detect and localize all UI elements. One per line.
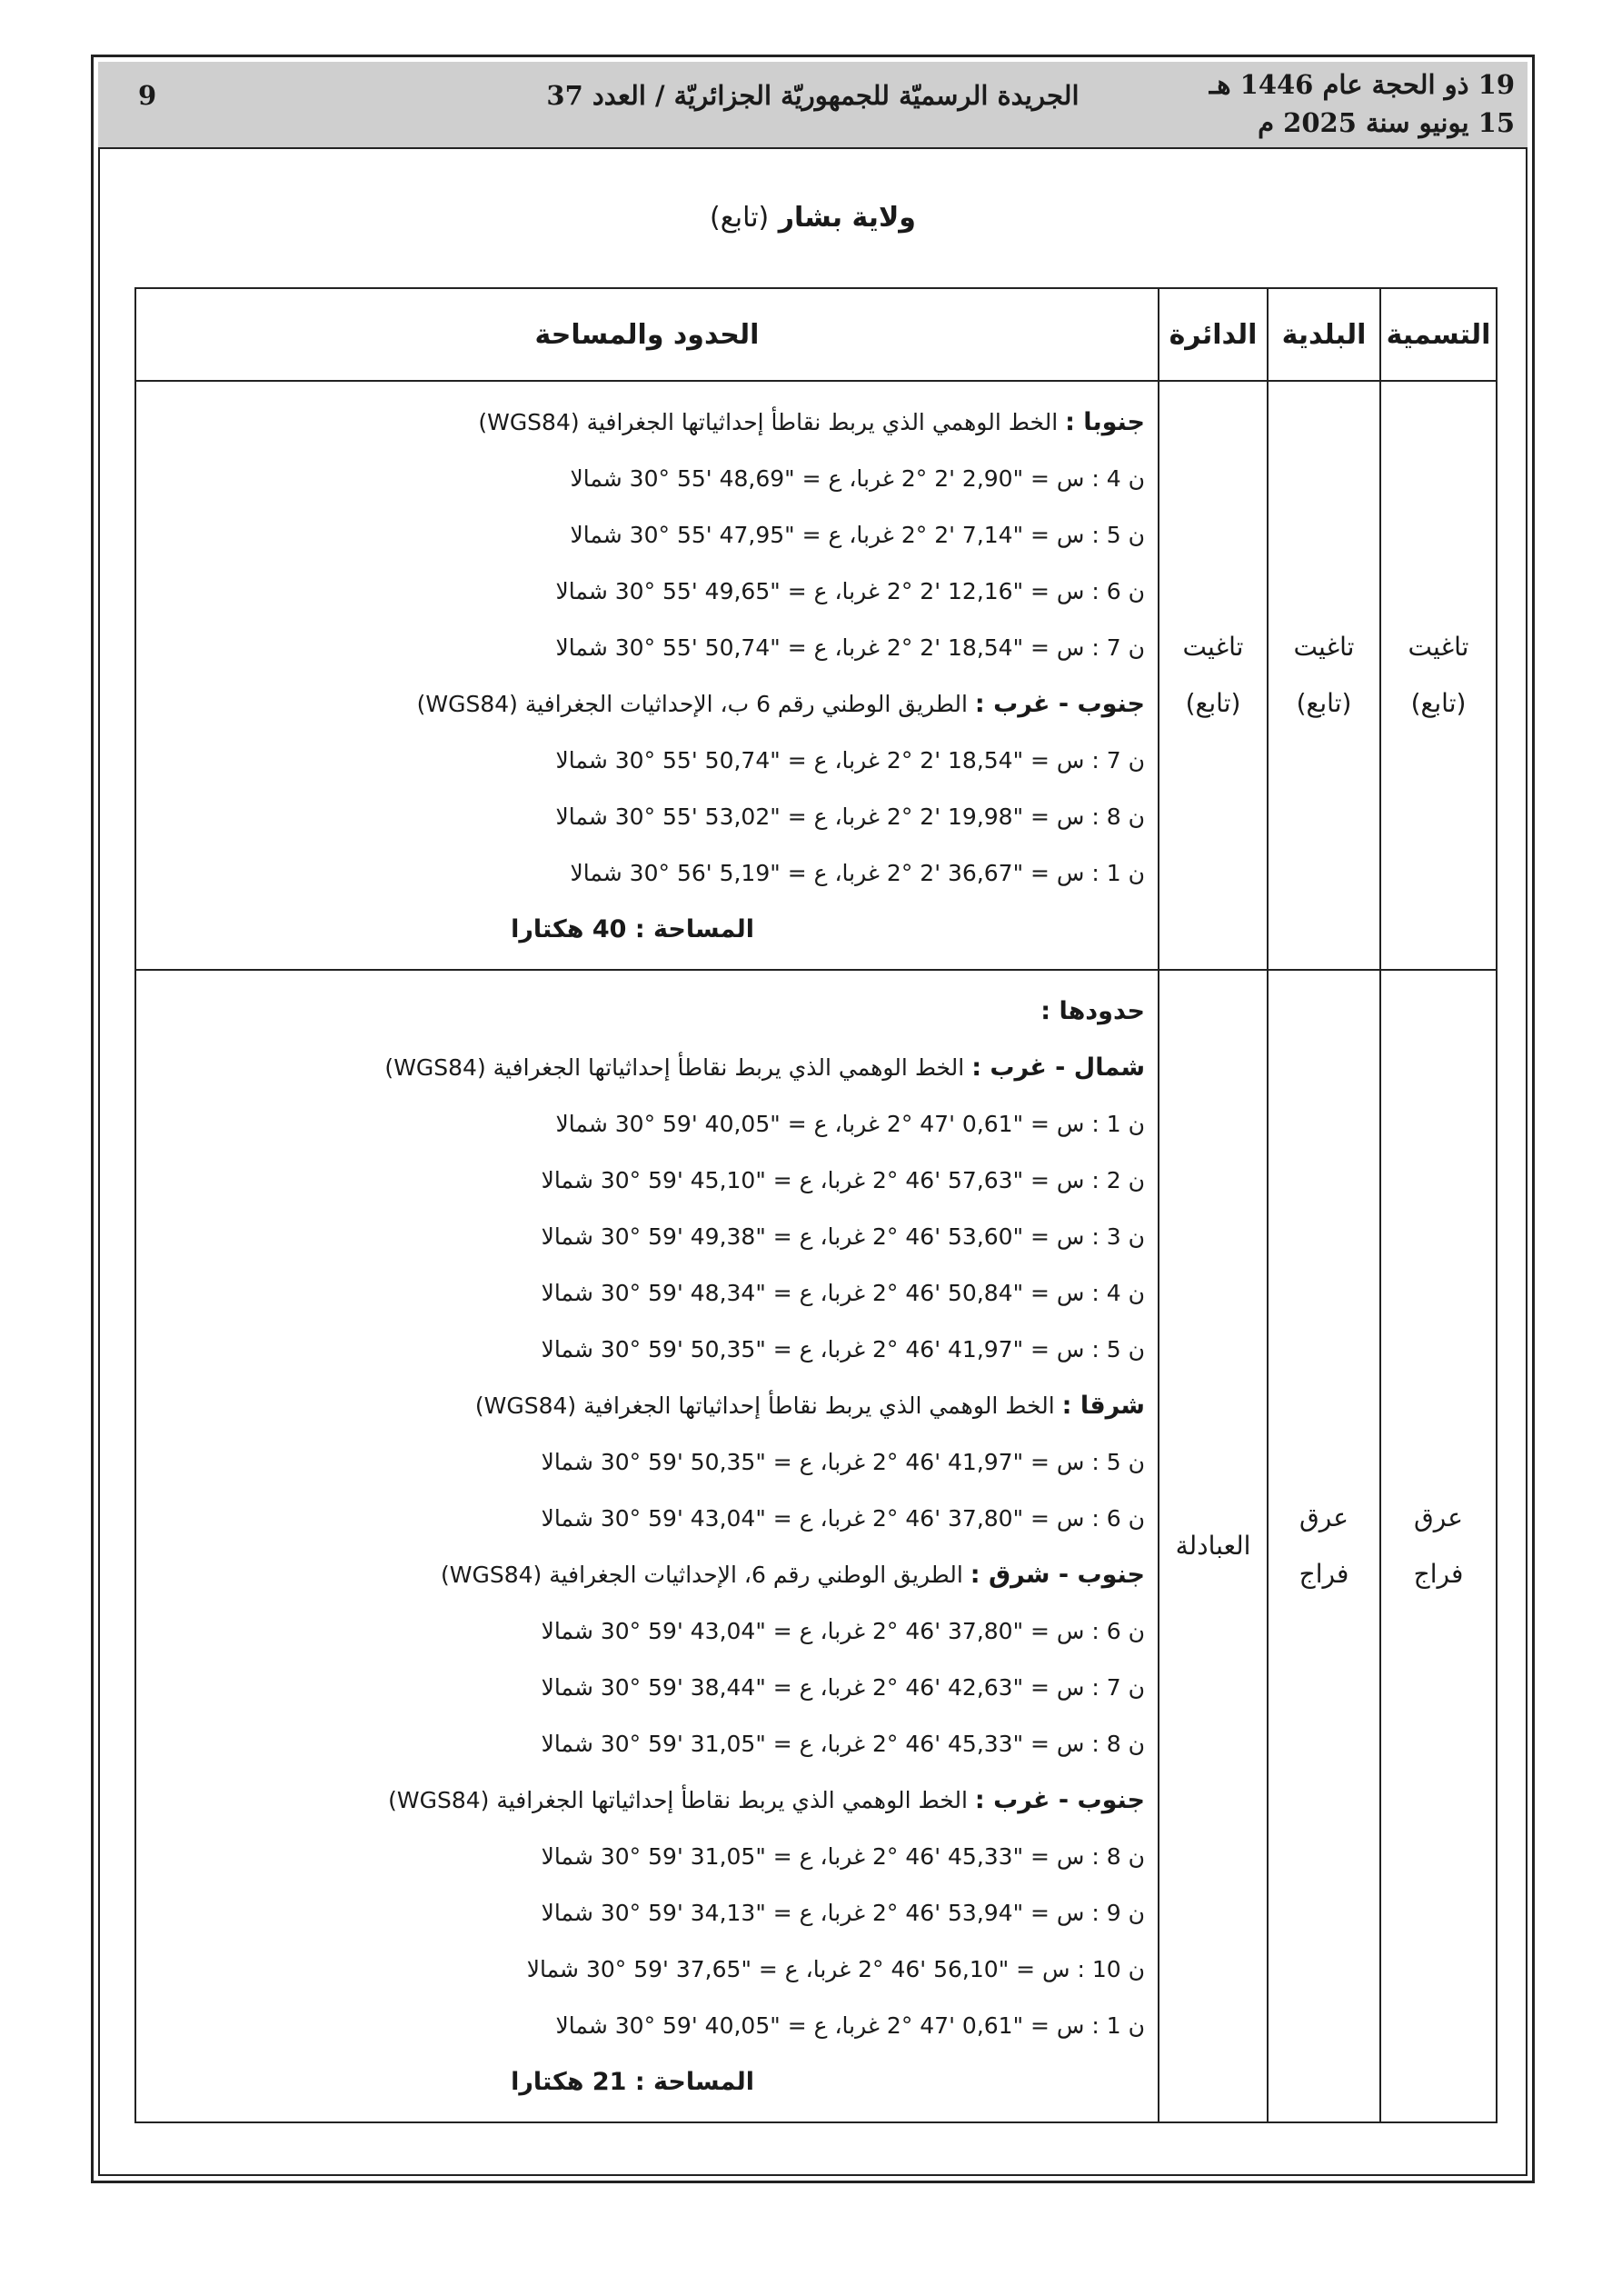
cell-baladiya-line: (تابع): [1296, 688, 1352, 718]
cell-bounds: [135, 970, 1159, 2122]
boundary-text: ن 10 : س = "56,10 '46 °2 غربا، ع = "37,65 '59 °30 شمالا: [526, 1956, 1145, 1982]
boundary-line: [149, 1153, 1145, 1209]
cell-name-line: (تابع): [1410, 688, 1467, 718]
cell-daira-line: (تابع): [1185, 688, 1241, 718]
boundary-line: [149, 733, 1145, 789]
boundary-text: ن 5 : س = "7,14 '2 °2 غربا، ع = "47,95 '55 °30 شمالا: [570, 522, 1145, 548]
boundary-line: [149, 620, 1145, 676]
boundary-line: [149, 1660, 1145, 1716]
boundary-text: ن 5 : س = "41,97 '46 °2 غربا، ع = "50,35 '59 °30 شمالا: [541, 1336, 1145, 1363]
boundary-text: ن 8 : س = "45,33 '46 °2 غربا، ع = "31,05 '59 °30 شمالا: [541, 1843, 1145, 1870]
boundary-line: [149, 1603, 1145, 1660]
cell-name: [1380, 970, 1497, 2122]
area-value: المساحة : 40 هكتارا: [511, 915, 754, 943]
header-name: التسمية: [1380, 288, 1497, 381]
boundary-text: ن 5 : س = "41,97 '46 °2 غربا، ع = "50,35 '59 °30 شمالا: [541, 1449, 1145, 1475]
boundary-text: ن 6 : س = "12,16 '2 °2 غربا، ع = "49,65 '55 °30 شمالا: [555, 578, 1145, 604]
boundary-text: ن 1 : س = "36,67 '2 °2 غربا، ع = "5,19 '56 °30 شمالا: [570, 860, 1145, 886]
cell-baladiya: [1268, 970, 1380, 2122]
boundary-text: ن 6 : س = "37,80 '46 °2 غربا، ع = "43,04 '59 °30 شمالا: [541, 1505, 1145, 1532]
boundary-text: ن 9 : س = "53,94 '46 °2 غربا، ع = "34,13 '59 °30 شمالا: [541, 1900, 1145, 1926]
cell-daira-line: العبادلة: [1175, 1531, 1251, 1561]
boundary-line: [149, 451, 1145, 507]
table-row: [135, 381, 1497, 970]
cell-name: [1380, 381, 1497, 970]
boundary-text: ن 2 : س = "57,63 '46 °2 غربا، ع = "45,10 '59 °30 شمالا: [541, 1167, 1145, 1193]
direction-label: شرقا :: [1061, 1392, 1145, 1420]
boundary-text: الطريق الوطني رقم 6، الإحداثيات الجغرافية (WGS84): [440, 1562, 970, 1588]
boundary-line: [149, 394, 1145, 451]
wilaya-continued-note: (تابع): [710, 202, 770, 234]
boundary-text: الخط الوهمي الذي يربط نقاطأ إحداثياتها الجغرافية (WGS84): [474, 1393, 1062, 1419]
boundary-line: [149, 1547, 1145, 1603]
page-number: 9: [138, 80, 157, 111]
boundary-line: [149, 1716, 1145, 1772]
direction-label: شمال - غرب :: [971, 1053, 1145, 1082]
cell-baladiya-line: فراج: [1299, 1559, 1349, 1589]
boundary-line: [149, 507, 1145, 564]
boundary-text: ن 6 : س = "37,80 '46 °2 غربا، ع = "43,04 '59 °30 شمالا: [541, 1618, 1145, 1644]
boundary-text: ن 1 : س = "0,61 '47 °2 غربا، ع = "40,05 '59 °30 شمالا: [555, 2012, 1145, 2039]
boundary-line: [149, 983, 1145, 1040]
area-value: المساحة : 21 هكتارا: [511, 2068, 754, 2096]
boundary-line: [149, 1942, 1145, 1998]
cell-baladiya-line: تاغيت: [1293, 632, 1355, 662]
boundary-text: الخط الوهمي الذي يربط نقاطأ إحداثياتها الجغرافية (WGS84): [384, 1054, 972, 1081]
boundary-line: [149, 789, 1145, 845]
table-header-row: [135, 288, 1497, 381]
boundary-line: [149, 1322, 1145, 1378]
journal-title: الجريدة الرسميّة للجمهوريّة الجزائريّة / العدد 37: [546, 80, 1080, 111]
boundary-line: [149, 1998, 1145, 2054]
cell-bounds: [135, 381, 1159, 970]
boundary-text: الطريق الوطني رقم 6 ب، الإحداثيات الجغرافية (WGS84): [416, 691, 975, 717]
cell-daira-line: تاغيت: [1182, 632, 1244, 662]
boundary-text: الخط الوهمي الذي يربط نقاطأ إحداثياتها الجغرافية (WGS84): [478, 409, 1066, 435]
boundary-text: ن 8 : س = "19,98 '2 °2 غربا، ع = "53,02 '55 °30 شمالا: [555, 804, 1145, 830]
boundary-line: [149, 1491, 1145, 1547]
boundary-line: [149, 676, 1145, 733]
boundary-line: [149, 1434, 1145, 1491]
hijri-date: 19 ذو الحجة عام 1446 هـ: [1209, 69, 1515, 100]
boundary-line: [149, 1265, 1145, 1322]
direction-label: جنوب - غرب :: [974, 690, 1145, 718]
boundary-line: [149, 564, 1145, 620]
header-baladiya: البلدية: [1268, 288, 1380, 381]
boundary-text: ن 7 : س = "42,63 '46 °2 غربا، ع = "38,44 '59 °30 شمالا: [541, 1674, 1145, 1701]
cell-name-line: عرق: [1414, 1502, 1463, 1532]
cell-name-line: تاغيت: [1408, 632, 1469, 662]
header-daira: الدائرة: [1159, 288, 1268, 381]
table-body: [135, 381, 1497, 2122]
boundary-text: ن 7 : س = "18,54 '2 °2 غربا، ع = "50,74 '55 °30 شمالا: [555, 634, 1145, 661]
boundary-line: [149, 1209, 1145, 1265]
boundary-line: [149, 1378, 1145, 1434]
boundary-line: [149, 845, 1145, 902]
cell-daira: [1159, 381, 1268, 970]
cell-baladiya: [1268, 381, 1380, 970]
boundary-text: ن 3 : س = "53,60 '46 °2 غربا، ع = "49,38 '59 °30 شمالا: [541, 1223, 1145, 1250]
boundary-text: ن 4 : س = "50,84 '46 °2 غربا، ع = "48,34 '59 °30 شمالا: [541, 1280, 1145, 1306]
boundary-line: [149, 1096, 1145, 1153]
cell-name-line: فراج: [1413, 1559, 1464, 1589]
zones-table: [134, 287, 1498, 2123]
boundary-line: [149, 1040, 1145, 1096]
direction-label: جنوب - غرب :: [974, 1786, 1145, 1814]
direction-label: حدودها :: [1040, 997, 1145, 1025]
direction-label: جنوب - شرق :: [970, 1561, 1145, 1589]
direction-label: جنوبا :: [1065, 408, 1145, 436]
boundary-line: [149, 1885, 1145, 1942]
boundary-text: ن 1 : س = "0,61 '47 °2 غربا، ع = "40,05 '59 °30 شمالا: [555, 1111, 1145, 1137]
boundary-line: [149, 1772, 1145, 1829]
boundary-text: ن 7 : س = "18,54 '2 °2 غربا، ع = "50,74 '55 °30 شمالا: [555, 747, 1145, 774]
table-row: [135, 970, 1497, 2122]
boundary-text: ن 8 : س = "45,33 '46 °2 غربا، ع = "31,05 '59 °30 شمالا: [541, 1731, 1145, 1757]
cell-daira: [1159, 970, 1268, 2122]
gregorian-date: 15 يونيو سنة 2025 م: [1258, 107, 1515, 138]
boundary-text: ن 4 : س = "2,90 '2 °2 غربا، ع = "48,69 '55 °30 شمالا: [570, 465, 1145, 492]
header-bounds: الحدود والمساحة: [135, 288, 1159, 381]
section-title: [98, 202, 1527, 234]
wilaya-name: ولاية بشار: [778, 202, 916, 234]
page-header: [98, 62, 1527, 149]
boundary-text: الخط الوهمي الذي يربط نقاطأ إحداثياتها الجغرافية (WGS84): [388, 1787, 975, 1813]
boundary-line: [149, 1829, 1145, 1885]
cell-baladiya-line: عرق: [1299, 1502, 1348, 1532]
